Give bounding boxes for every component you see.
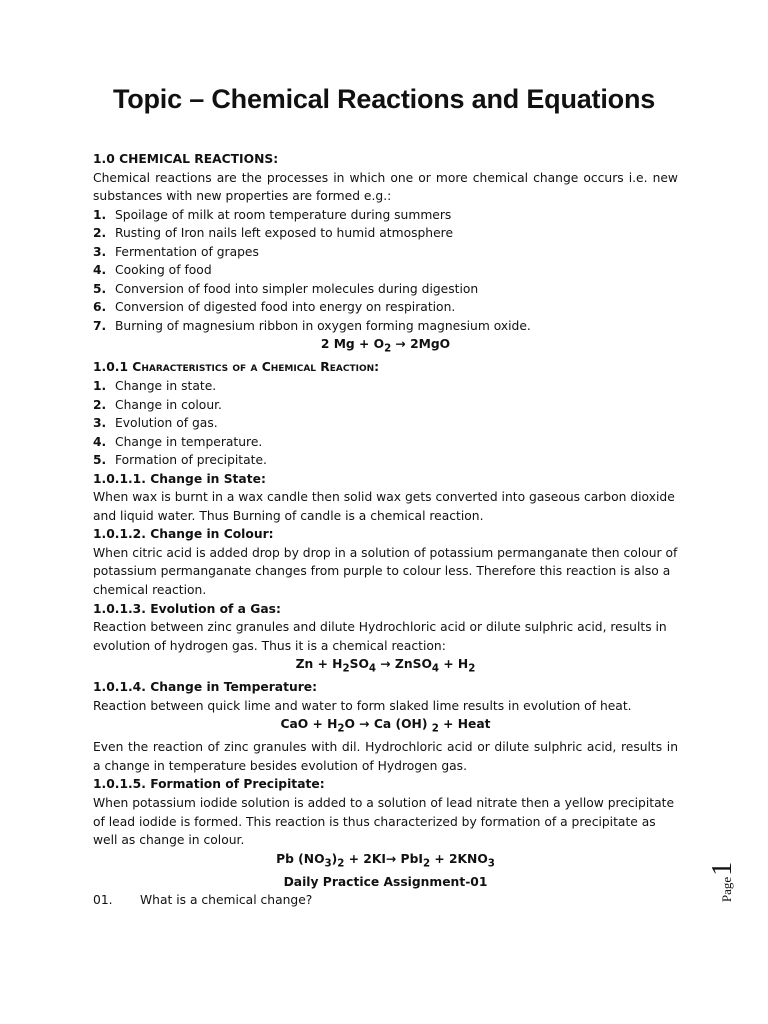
eq-subscript: 4 [431,662,440,675]
list-text: Conversion of digested food into energy on respiration. [115,300,456,315]
question-item [93,891,678,910]
list-number: 6. [93,300,107,315]
subsection-heading: 1.0.1.1. Change in State: [93,471,266,486]
subsection-heading: 1.0.1.4. Change in Temperature: [93,680,318,695]
list-item [93,280,678,299]
list-item [93,414,678,433]
eq-part: Pb (NO [276,851,325,866]
list-number: 2. [93,397,107,412]
list-text: Formation of precipitate. [115,453,267,468]
paragraph: When potassium iodide solution is added to a solution of lead nitrate then a yellow precipitate of lead iodide is formed. This reaction is thus characterized by formation of a precipitate as well as change in colour. [93,795,675,848]
eq-part: + Heat [438,717,491,732]
arrow-icon: → [359,717,370,732]
list-number: 7. [93,318,107,333]
list-text: Evolution of gas. [115,416,218,431]
section-heading: 1.0 CHEMICAL REACTIONS: [93,152,279,166]
paragraph: When citric acid is added drop by drop in a solution of potassium permanganate then colour of potassium permanganate changes from purple to colour less. Therefore this reaction is also a chemical reaction. [93,545,678,598]
eq-part: CaO + H [280,717,338,732]
eq-subscript: 2 [422,857,431,870]
paragraph: Reaction between zinc granules and dilute Hydrochloric acid or dilute sulphric acid, results in evolution of hydrogen gas. Thus it is a chemical reaction: [93,620,667,653]
reaction-examples-list [93,206,678,336]
eq-subscript: 2 [384,342,392,355]
list-number: 4. [93,434,107,449]
eq-subscript: 2 [468,662,476,675]
equation-magnesium [93,335,678,358]
list-number: 5. [93,281,107,296]
arrow-icon: → [385,851,397,866]
eq-part: 2MgO [405,337,451,352]
eq-part: + 2KNO [430,851,488,866]
list-text: Change in temperature. [115,434,263,449]
question-number: 01. [93,893,113,908]
question-text: What is a chemical change? [140,893,313,908]
list-item [93,433,678,452]
section-intro: Chemical reactions are the processes in which one or more chemical change occurs i.e. new substances with new properties are formed e.g.: [93,170,678,204]
list-text: Cooking of food [115,263,212,278]
document-body [93,150,678,910]
eq-subscript: 3 [487,857,495,870]
list-item [93,206,678,225]
subsection-heading: 1.0.1.5. Formation of Precipitate: [93,777,325,792]
equation-quicklime [93,715,678,738]
eq-part: 2 Mg + O [320,337,385,352]
list-text: Spoilage of milk at room temperature during summers [115,207,452,222]
paragraph: Even the reaction of zinc granules with dil. Hydrochloric acid or dilute sulphric acid, results in a change in temperature besides evolution of Hydrogen gas. [93,740,678,773]
list-number: 2. [93,226,107,241]
paragraph: Reaction between quick lime and water to form slaked lime results in evolution of heat. [93,698,632,713]
list-item [93,451,678,470]
list-text: Burning of magnesium ribbon in oxygen forming magnesium oxide. [115,318,531,333]
arrow-icon: → [376,657,395,672]
list-number: 5. [93,453,107,468]
list-item [93,261,678,280]
eq-part: PbI [396,851,423,866]
subsection-heading: 1.0.1.3. Evolution of a Gas: [93,601,281,616]
eq-subscript: 2 [342,662,350,675]
arrow-icon: → [395,337,406,352]
list-number: 3. [93,244,107,259]
eq-subscript: 2 [337,857,345,870]
page-word: Page [719,876,734,903]
list-text: Conversion of food into simpler molecules during digestion [115,281,479,296]
eq-part: ZnSO [394,657,432,672]
list-item [93,224,678,243]
section-heading: 1.0.1 Characteristics of a Chemical Reaction: [93,360,380,375]
page-number-label [707,852,747,912]
eq-subscript: 4 [368,662,377,675]
list-item [93,377,678,396]
list-text: Change in colour. [115,397,222,412]
eq-subscript: 2 [431,722,439,735]
list-text: Rusting of Iron nails left exposed to humid atmosphere [115,226,454,241]
eq-part: O [344,717,360,732]
eq-part: Zn + H [295,657,343,672]
eq-part: ) [331,851,338,866]
eq-part: + 2KI [344,851,386,866]
list-number: 1. [93,207,107,222]
equation-zinc [93,655,678,678]
list-text: Change in state. [115,379,217,394]
equation-lead-iodide [93,850,678,873]
characteristics-list [93,377,678,470]
list-number: 1. [93,379,107,394]
eq-part: Ca (OH) [369,717,432,732]
list-item [93,317,678,336]
eq-subscript: 3 [324,857,332,870]
list-number: 3. [93,416,107,431]
paragraph: When wax is burnt in a wax candle then solid wax gets converted into gaseous carbon dioxide and liquid water. Thus Burning of candle is a chemical reaction. [93,490,675,523]
list-item [93,243,678,262]
page-number: 1 [707,861,738,876]
page-title: Topic – Chemical Reactions and Equations [112,84,656,114]
list-number: 4. [93,263,107,278]
subsection-heading: 1.0.1.2. Change in Colour: [93,527,274,542]
eq-subscript: 2 [337,722,345,735]
assignment-heading: Daily Practice Assignment-01 [283,874,488,889]
eq-part: SO [349,657,369,672]
list-item [93,298,678,317]
eq-part: + H [439,657,469,672]
list-text: Fermentation of grapes [115,244,259,259]
list-item [93,396,678,415]
